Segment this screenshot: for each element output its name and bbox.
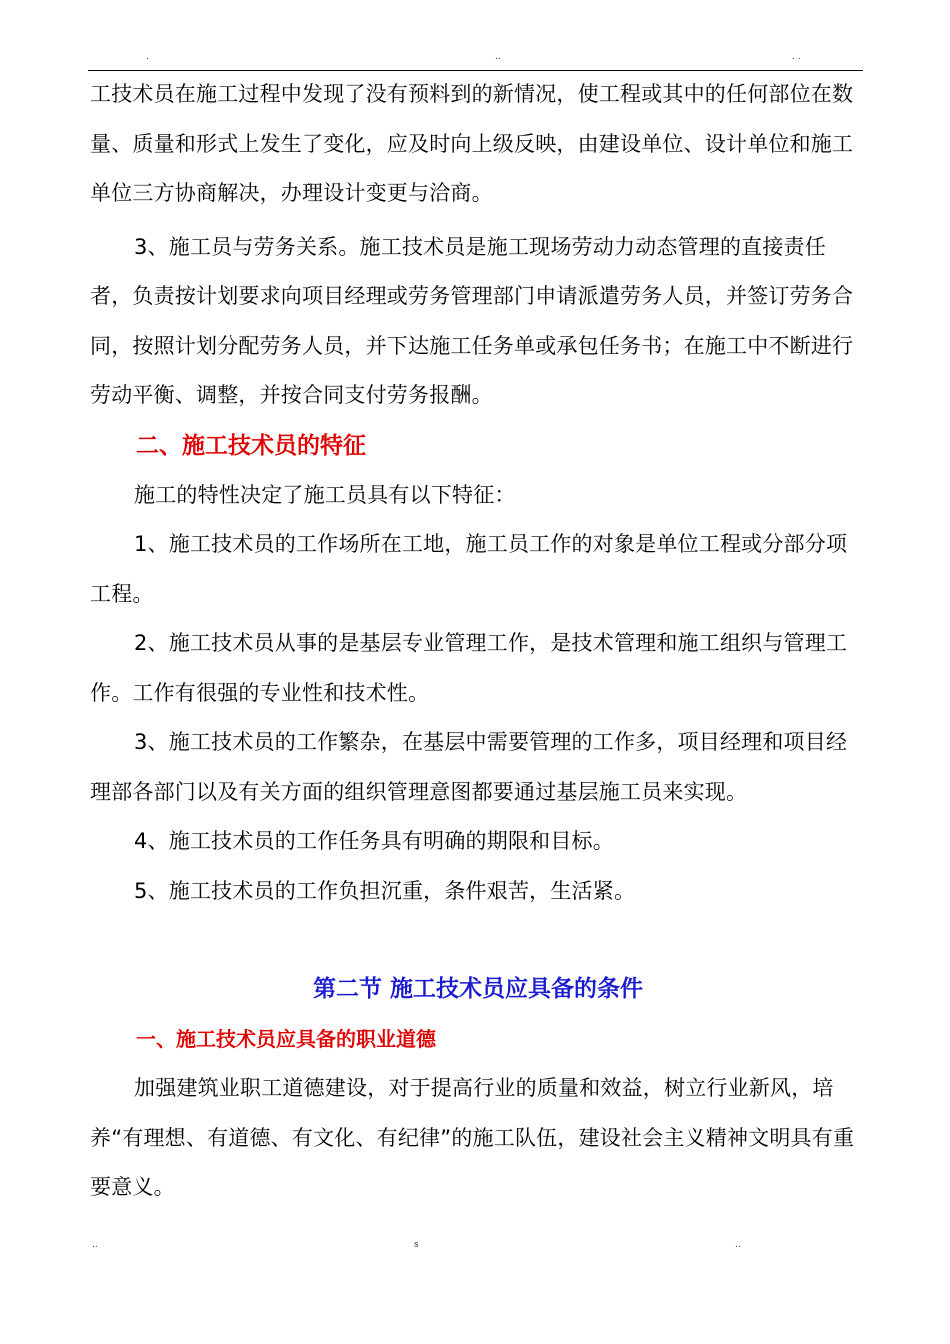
header-mark-left: .	[146, 52, 149, 62]
paragraph-1: 工技术员在施工过程中发现了没有预料到的新情况，使工程或其中的任何部位在数量、质量和形式上发生了变化，应及时向上级反映，由建设单位、设计单位和施工单位三方协商解决，办理设计变更与洽商。	[90, 82, 854, 205]
paragraph-7: 4、施工技术员的工作任务具有明确的期限和目标。	[134, 829, 614, 853]
footer-mark-right: ..	[735, 1240, 741, 1250]
paragraph-3: 施工的特性决定了施工员具有以下特征：	[134, 482, 516, 507]
section-2-heading: 二、施工技术员的特征	[136, 432, 366, 459]
header-mark-center: ..	[495, 52, 501, 62]
paragraph-5: 2、施工技术员从事的是基层专业管理工作，是技术管理和施工组织与管理工作。工作有很强的专业性和技术性。	[90, 631, 848, 705]
paragraph-6: 3、施工技术员的工作繁杂，在基层中需要管理的工作多，项目经理和项目经理部各部门以及有关方面的组织管理意图都要通过基层施工员来实现。	[90, 730, 848, 804]
chapter-heading: 第二节 施工技术员应具备的条件	[312, 976, 643, 1002]
paragraph-2: 3、施工员与劳务关系。施工技术员是施工现场劳动力动态管理的直接责任者，负责按计划要求向项目经理或劳务管理部门申请派遣劳务人员，并签订劳务合同，按照计划分配劳务人员，并下达施工任务单或承包任务书；在施工中不断进行劳动平衡、调整，并按合同支付劳务报酬。	[90, 234, 854, 407]
paragraph-9: 加强建筑业职工道德建设，对于提高行业的质量和效益，树立行业新风，培养“有理想、有道德、有文化、有纪律”的施工队伍，建设社会主义精神文明具有重要意义。	[90, 1076, 855, 1199]
header-mark-right: . .	[792, 52, 801, 62]
paragraph-4: 1、施工技术员的工作场所在工地，施工员工作的对象是单位工程或分部分项工程。	[90, 532, 848, 606]
footer-page-mark: s	[414, 1240, 419, 1250]
footer-mark-left: ..	[92, 1240, 98, 1250]
document-body	[90, 70, 866, 1213]
subsection-1-heading: 一、施工技术员应具备的职业道德	[136, 1027, 436, 1051]
paragraph-8: 5、施工技术员的工作负担沉重，条件艰苦，生活紧。	[134, 878, 636, 903]
